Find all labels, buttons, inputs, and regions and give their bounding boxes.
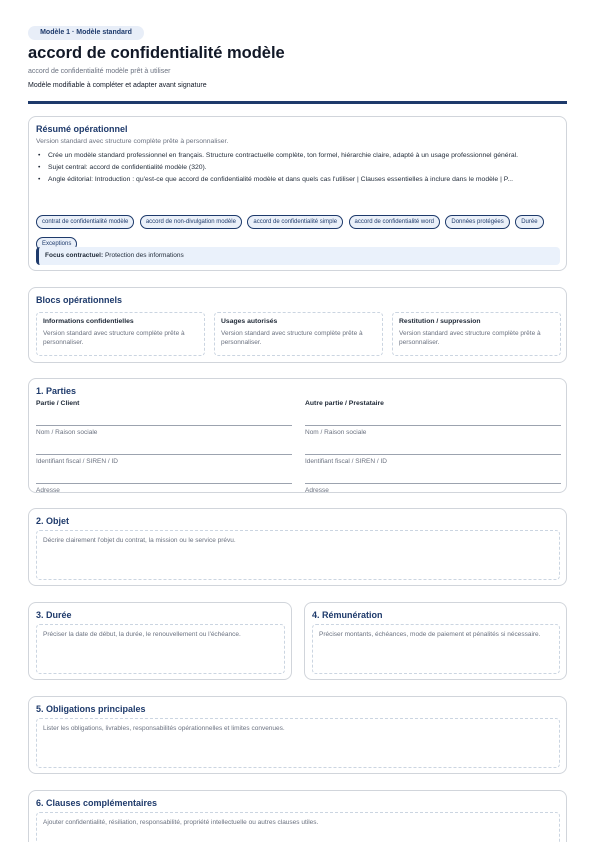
address-field[interactable] <box>305 483 561 484</box>
name-field-label: Nom / Raison sociale <box>305 429 367 436</box>
remuneration-section <box>304 602 567 680</box>
remuneration-textarea[interactable]: Préciser montants, échéances, mode de paiement et pénalités si nécessaire. <box>312 624 560 674</box>
object-textarea[interactable]: Décrire clairement l'objet du contrat, la mission ou le service prévu. <box>36 530 560 580</box>
party-provider-column <box>305 400 561 494</box>
address-field-label: Adresse <box>305 487 329 494</box>
operational-blocks-card <box>28 287 567 363</box>
tax-id-field-label: Identifiant fiscal / SIREN / ID <box>305 458 388 465</box>
clauses-section <box>28 790 567 842</box>
obligations-section <box>28 696 567 774</box>
section-title: 6. Clauses complémentaires <box>36 798 158 808</box>
section-title: 1. Parties <box>36 386 77 396</box>
tax-id-field[interactable] <box>36 454 292 455</box>
section-title: 2. Objet <box>36 516 70 526</box>
party-client-heading: Partie / Client <box>36 400 80 407</box>
block-text: Version standard avec structure complète prête à personnaliser. <box>399 330 541 346</box>
object-section <box>28 508 567 586</box>
page-lead: Modèle modifiable à compléter et adapter avant signature <box>28 82 207 89</box>
parties-section <box>28 378 567 493</box>
address-field[interactable] <box>36 483 292 484</box>
clauses-textarea[interactable]: Ajouter confidentialité, résiliation, responsabilité, propriété intellectuelle ou autres clauses utiles. <box>36 812 560 842</box>
block-return-deletion <box>392 312 561 356</box>
section-title: 5. Obligations principales <box>36 704 146 714</box>
page-title: accord de confidentialité modèle <box>28 44 285 62</box>
block-text: Version standard avec structure complète prête à personnaliser. <box>221 330 363 346</box>
section-title: 4. Rémunération <box>312 610 383 620</box>
block-confidential-info <box>36 312 205 356</box>
block-title: Usages autorisés <box>221 318 278 325</box>
block-title: Informations confidentielles <box>43 318 134 325</box>
page-subtitle: accord de confidentialité modèle prêt à utiliser <box>28 68 171 75</box>
summary-bullet: • Crée un modèle standard professionnel en français. Structure contractuelle complète, ton formel, hiérarchie claire, adapté à un usage professionnel général. <box>36 152 556 161</box>
keyword-tag[interactable]: Données protégées <box>445 215 509 229</box>
block-title: Restitution / suppression <box>399 318 481 325</box>
summary-bullet-list <box>36 152 556 187</box>
block-text: Version standard avec structure complète prête à personnaliser. <box>43 330 185 346</box>
keyword-tag[interactable]: accord de non-divulgation modèle <box>140 215 242 229</box>
summary-card <box>28 116 567 271</box>
block-authorized-uses <box>214 312 383 356</box>
party-provider-heading: Autre partie / Prestataire <box>305 400 384 407</box>
duration-section <box>28 602 292 680</box>
keyword-tag[interactable]: accord de confidentialité simple <box>247 215 343 229</box>
address-field-label: Adresse <box>36 487 60 494</box>
keyword-tag[interactable]: contrat de confidentialité modèle <box>36 215 134 229</box>
summary-bullet: • Sujet central: accord de confidentialité modèle (320). <box>36 164 556 173</box>
blocks-title: Blocs opérationnels <box>36 295 123 305</box>
tax-id-field[interactable] <box>305 454 561 455</box>
header-divider <box>28 101 567 104</box>
name-field-label: Nom / Raison sociale <box>36 429 98 436</box>
obligations-textarea[interactable]: Lister les obligations, livrables, responsabilités opérationnelles et limites convenues. <box>36 718 560 768</box>
section-title: 3. Durée <box>36 610 72 620</box>
keyword-tag[interactable]: accord de confidentialité word <box>349 215 440 229</box>
summary-description: Version standard avec structure complète prête à personnaliser. <box>36 138 229 145</box>
summary-title: Résumé opérationnel <box>36 124 128 134</box>
duration-textarea[interactable]: Préciser la date de début, la durée, le renouvellement ou l'échéance. <box>36 624 285 674</box>
keyword-tag[interactable]: Exceptions <box>36 237 77 251</box>
name-field[interactable] <box>305 425 561 426</box>
party-client-column <box>36 400 292 494</box>
tax-id-field-label: Identifiant fiscal / SIREN / ID <box>36 458 119 465</box>
focus-label: Focus contractuel: <box>45 252 104 259</box>
contract-focus-callout <box>36 247 560 265</box>
keyword-tag[interactable]: Durée <box>515 215 543 229</box>
template-badge: Modèle 1 · Modèle standard <box>28 26 144 40</box>
focus-value: Protection des informations <box>104 252 184 259</box>
summary-bullet: • Angle éditorial: Introduction : qu'est-ce que accord de confidentialité modèle et dans quels cas l'utiliser | Clauses essentielles à inclure dans le modèle | P... <box>36 176 556 185</box>
name-field[interactable] <box>36 425 292 426</box>
